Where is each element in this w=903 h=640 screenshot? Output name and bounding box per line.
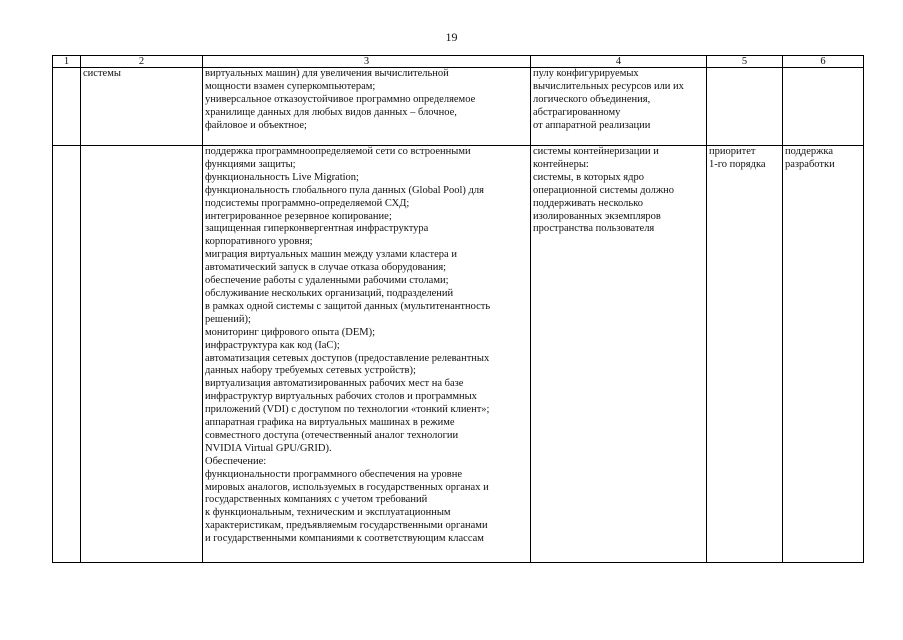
cell-text-line: поддержка <box>785 146 834 157</box>
cell-text-line: корпоративного уровня; <box>205 236 313 248</box>
cell-text-line: функциями защиты; <box>205 158 296 170</box>
cell-text-line: мониторинг цифрового опыта (DEM); <box>205 326 376 338</box>
cell-col2 <box>81 146 203 563</box>
cell-text-line: вычислительных ресурсов или их <box>533 80 684 92</box>
cell-text-line: аппаратная графика на виртуальных машинах в режиме <box>205 417 455 429</box>
cell-text-line: функциональности программного обеспечения на уровне <box>205 468 463 480</box>
cell-text-line: совместного доступа (отечественный аналог технологии <box>205 429 459 441</box>
table-row <box>53 146 864 563</box>
cell-text-line: поддерживать несколько <box>533 197 643 209</box>
cell-col2 <box>81 68 203 146</box>
cell-col1 <box>53 68 81 146</box>
column-number-row <box>53 56 864 68</box>
cell-text-line: характеристикам, предъявляемым государственными органами <box>205 520 488 532</box>
cell-text-line: от аппаратной реализации <box>533 119 651 131</box>
cell-text-line: абстрагированному <box>533 106 621 118</box>
cell-text-line: мощности взамен суперкомпьютерам; <box>205 80 376 92</box>
page-number: 19 <box>445 30 458 44</box>
cell-text-line: изолированных экземпляров <box>533 210 661 222</box>
cell-text-line: обеспечение работы с удаленными рабочими столами; <box>205 275 449 287</box>
cell-text-line: операционной системы должно <box>533 184 674 196</box>
cell-text-line: виртуализация автоматизированных рабочих мест на базе <box>205 378 464 390</box>
column-number-4: 4 <box>531 56 707 68</box>
cell-text-line: 1-го порядка <box>709 158 766 170</box>
cell-text-line: автоматический запуск в случае отказа оборудования; <box>205 262 447 274</box>
cell-col6 <box>783 146 864 563</box>
cell-text-line: Обеспечение: <box>205 455 267 467</box>
cell-col3 <box>203 146 531 563</box>
cell-text-line: функциональность Live Migration; <box>205 171 359 183</box>
cell-text-line: инфраструктур виртуальных рабочих столов и программных <box>205 391 477 403</box>
cell-text-line: пулу конфигурируемых <box>533 68 639 79</box>
cell-text-line: подсистемы программно-определяемой СХД; <box>205 197 410 209</box>
cell-text-line: и государственными компаниями к соответствующим классам <box>205 533 484 545</box>
cell-text-line: государственных компаниях с учетом требований <box>205 494 428 506</box>
cell-col1 <box>53 146 81 563</box>
column-number-1: 1 <box>53 56 81 68</box>
cell-col4 <box>531 146 707 563</box>
cell-text-line: обслуживание нескольких организаций, подразделений <box>205 287 454 299</box>
cell-text-line: инфраструктура как код (IaC); <box>205 339 340 351</box>
cell-col3 <box>203 68 531 146</box>
cell-text-line: поддержка программноопределяемой сети со встроенными <box>205 146 471 157</box>
cell-col4 <box>531 68 707 146</box>
column-number-5: 5 <box>707 56 783 68</box>
cell-text-line: защищенная гиперконвергентная инфраструктура <box>205 223 429 235</box>
cell-col5 <box>707 68 783 146</box>
cell-text-line: интегрированное резервное копирование; <box>205 210 392 222</box>
cell-text-line: универсальное отказоустойчивое программно определяемое <box>205 93 476 105</box>
cell-text-line: системы, в которых ядро <box>533 171 644 183</box>
cell-text-line: приложений (VDI) с доступом по технологии «тонкий клиент»; <box>205 404 490 416</box>
requirements-table <box>52 55 864 563</box>
cell-text-line: системы контейнеризации и <box>533 146 659 157</box>
cell-text-line: контейнеры: <box>533 158 589 170</box>
cell-text-line: системы <box>83 68 121 79</box>
cell-text-line: решений); <box>205 313 251 325</box>
cell-text-line: данных набору требуемых сетевых устройств); <box>205 365 416 377</box>
column-number-2: 2 <box>81 56 203 68</box>
cell-text-line: пространства пользователя <box>533 223 655 235</box>
cell-text-line: мировых аналогов, используемых в государственных органах и <box>205 481 489 493</box>
cell-text-line: автоматизация сетевых доступов (предоставление релевантных <box>205 352 490 364</box>
table-row <box>53 68 864 146</box>
cell-text-line: приоритет <box>709 146 756 157</box>
cell-text-line: виртуальных машин) для увеличения вычислительной <box>205 68 449 79</box>
cell-text-line: NVIDIA Virtual GPU/GRID). <box>205 442 332 454</box>
cell-text-line: хранилище данных для любых видов данных – блочное, <box>205 106 457 118</box>
cell-text-line: в рамках одной системы с защитой данных (мультитенантность <box>205 300 491 312</box>
cell-text-line: миграция виртуальных машин между узлами кластера и <box>205 249 457 261</box>
cell-col6 <box>783 68 864 146</box>
cell-text-line: логического объединения, <box>533 93 651 105</box>
cell-text-line: функциональность глобального пула данных (Global Pool) для <box>205 184 484 196</box>
column-number-6: 6 <box>783 56 864 68</box>
cell-col5 <box>707 146 783 563</box>
cell-text-line: разработки <box>785 158 835 170</box>
cell-text-line: к функциональным, техническим и эксплуатационным <box>205 507 451 519</box>
column-number-3: 3 <box>203 56 531 68</box>
cell-text-line: файловое и объектное; <box>205 119 307 131</box>
